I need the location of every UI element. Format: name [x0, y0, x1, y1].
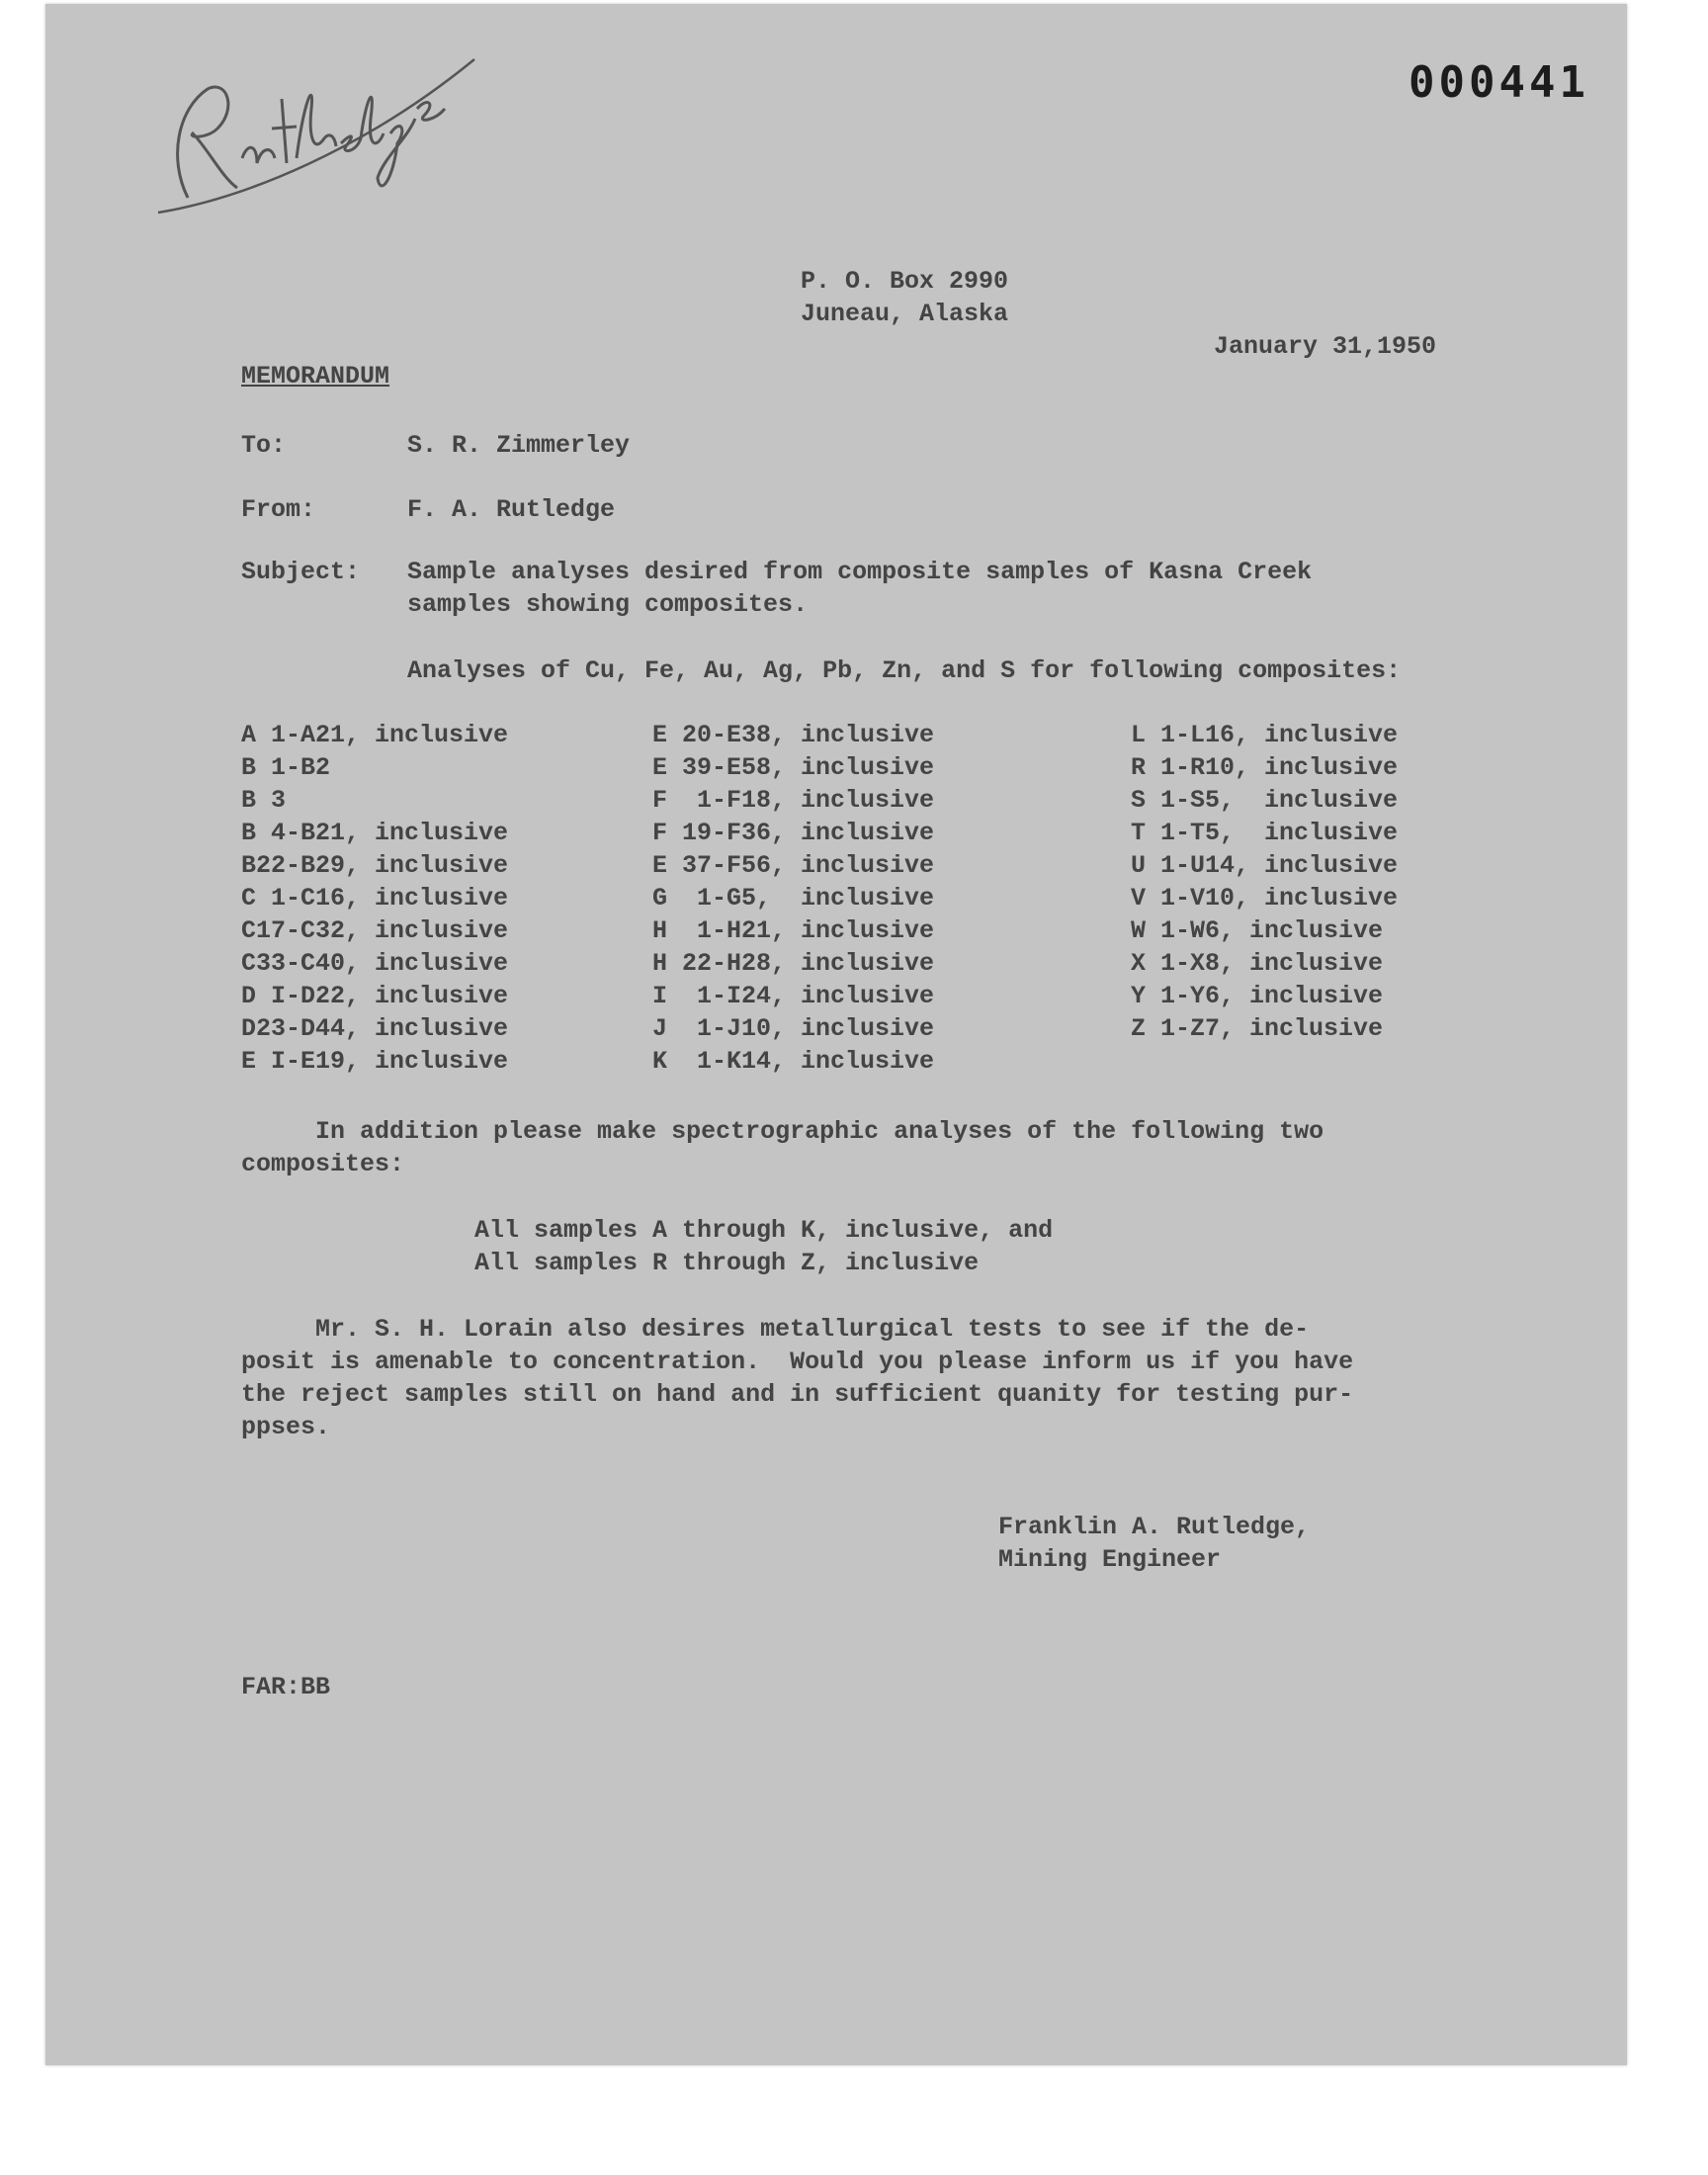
spectro-line-2: composites:	[241, 1150, 405, 1178]
metallurgical-line-2: posit is amenable to concentration. Would you please inform us if you have	[241, 1348, 1354, 1376]
composite-item: S 1-S5, inclusive	[1131, 786, 1399, 815]
composite-item: J 1-J10, inclusive	[652, 1014, 935, 1043]
composite-item: H 22-H28, inclusive	[652, 949, 935, 978]
composite-item: W 1-W6, inclusive	[1131, 916, 1384, 945]
memo-heading: MEMORANDUM	[241, 362, 390, 391]
composite-item: E I-E19, inclusive	[241, 1047, 509, 1076]
spectro-line-1: In addition please make spectrographic analyses of the following two	[241, 1117, 1324, 1146]
metallurgical-line-4: ppses.	[241, 1413, 331, 1441]
composite-item: G 1-G5, inclusive	[652, 884, 935, 913]
composites-column-3	[1131, 719, 1398, 1045]
composite-item: E 20-E38, inclusive	[652, 721, 935, 749]
composite-item: B22-B29, inclusive	[241, 851, 509, 880]
document-number: 000441	[1409, 57, 1589, 108]
handwritten-signature	[148, 40, 484, 227]
from-label: From:	[241, 495, 316, 524]
metallurgical-line-3: the reject samples still on hand and in sufficient quanity for testing pur-	[241, 1380, 1354, 1409]
composite-item: R 1-R10, inclusive	[1131, 753, 1399, 782]
signature-name: Franklin A. Rutledge,	[998, 1513, 1311, 1541]
address-line-2: Juneau, Alaska	[801, 300, 1009, 328]
composite-item: B 1-B2	[241, 753, 331, 782]
composite-item: K 1-K14, inclusive	[652, 1047, 935, 1076]
composites-column-2	[652, 719, 934, 1078]
composites-column-1	[241, 719, 508, 1078]
spectro-item-1: All samples A through K, inclusive, and	[474, 1216, 1054, 1245]
composite-item: D23-D44, inclusive	[241, 1014, 509, 1043]
to-label: To:	[241, 431, 287, 460]
composite-item: U 1-U14, inclusive	[1131, 851, 1399, 880]
composite-item: F 19-F36, inclusive	[652, 819, 935, 847]
composite-item: B 4-B21, inclusive	[241, 819, 509, 847]
composite-item: B 3	[241, 786, 287, 815]
composite-item: T 1-T5, inclusive	[1131, 819, 1399, 847]
composite-item: F 1-F18, inclusive	[652, 786, 935, 815]
composite-item: Z 1-Z7, inclusive	[1131, 1014, 1384, 1043]
address-line-1: P. O. Box 2990	[801, 267, 1009, 296]
from-sender: F. A. Rutledge	[407, 495, 616, 524]
signature-title: Mining Engineer	[998, 1545, 1222, 1574]
metallurgical-line-1: Mr. S. H. Lorain also desires metallurgical tests to see if the de-	[241, 1315, 1310, 1344]
subject-line-1: Sample analyses desired from composite samples of Kasna Creek	[407, 558, 1313, 586]
composite-item: C 1-C16, inclusive	[241, 884, 509, 913]
composite-item: D I-D22, inclusive	[241, 982, 509, 1010]
analyses-intro: Analyses of Cu, Fe, Au, Ag, Pb, Zn, and S for following composites:	[407, 656, 1402, 685]
composite-item: E 39-E58, inclusive	[652, 753, 935, 782]
subject-line-2: samples showing composites.	[407, 590, 809, 619]
composite-item: X 1-X8, inclusive	[1131, 949, 1384, 978]
memo-date: January 31,1950	[1214, 332, 1437, 361]
spectro-item-2: All samples R through Z, inclusive	[474, 1249, 980, 1277]
composite-item: V 1-V10, inclusive	[1131, 884, 1399, 913]
composite-item: I 1-I24, inclusive	[652, 982, 935, 1010]
composite-item: E 37-F56, inclusive	[652, 851, 935, 880]
subject-label: Subject:	[241, 558, 361, 586]
composite-item: L 1-L16, inclusive	[1131, 721, 1399, 749]
typist-initials: FAR:BB	[241, 1673, 331, 1701]
to-recipient: S. R. Zimmerley	[407, 431, 631, 460]
composite-item: H 1-H21, inclusive	[652, 916, 935, 945]
composite-item: Y 1-Y6, inclusive	[1131, 982, 1384, 1010]
composite-item: A 1-A21, inclusive	[241, 721, 509, 749]
composite-item: C33-C40, inclusive	[241, 949, 509, 978]
composite-item: C17-C32, inclusive	[241, 916, 509, 945]
